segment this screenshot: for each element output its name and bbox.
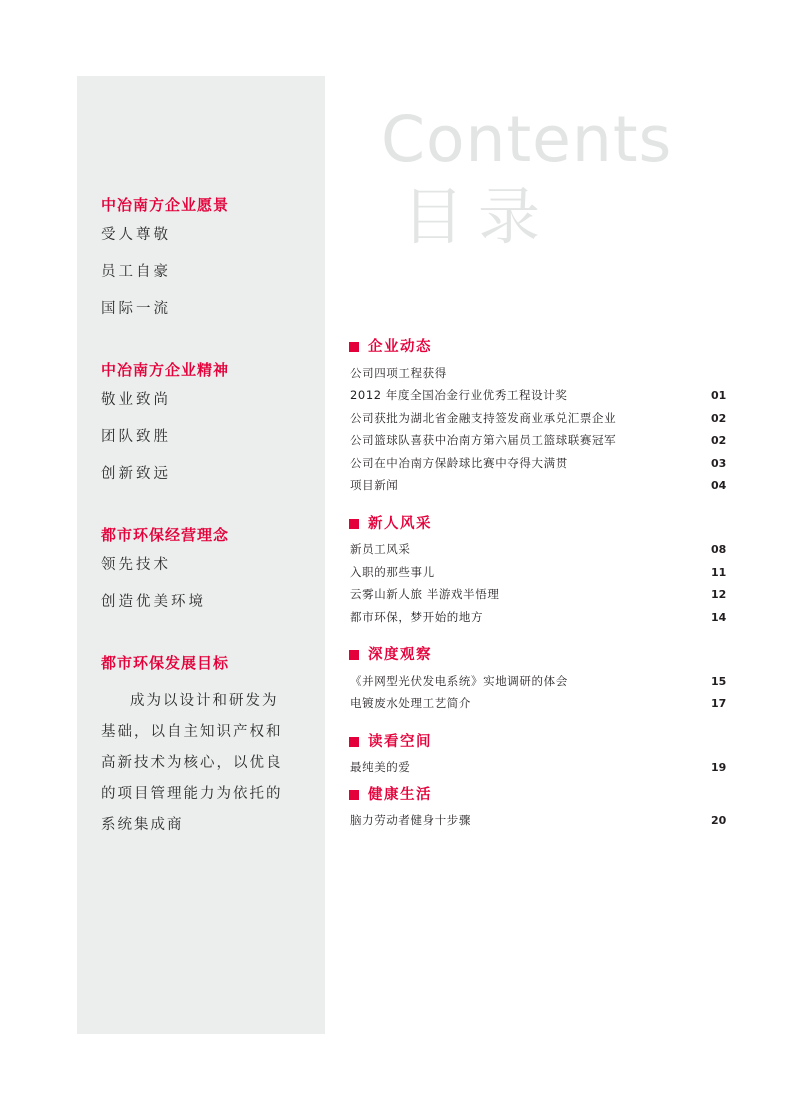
section-title: 深度观察 bbox=[368, 647, 432, 664]
philosophy-line-2: 创造优美环境 bbox=[101, 593, 206, 610]
toc-section-deep-observation bbox=[349, 648, 737, 712]
vision-line-2: 员工自豪 bbox=[101, 263, 171, 280]
toc-entry[interactable] bbox=[349, 388, 737, 404]
spirit-line-2: 团队致胜 bbox=[101, 428, 171, 445]
spirit-heading: 中冶南方企业精神 bbox=[101, 360, 230, 379]
section-title: 企业动态 bbox=[368, 339, 432, 355]
toc-entry-text: 公司在中冶南方保龄球比赛中夺得大满贯 bbox=[350, 455, 568, 470]
toc-section-healthy-living bbox=[349, 788, 737, 829]
toc-entry-text: 云雾山新人旅 半游戏半悟理 bbox=[350, 587, 500, 602]
section-header bbox=[349, 340, 737, 355]
square-bullet-icon bbox=[349, 790, 359, 800]
goal-block bbox=[101, 654, 301, 841]
section-title: 读看空间 bbox=[368, 733, 432, 750]
section-header bbox=[349, 648, 737, 663]
spirit-line-1: 敬业致尚 bbox=[101, 391, 171, 408]
toc-entry-page: 19 bbox=[711, 761, 727, 775]
toc-section-company-news bbox=[349, 340, 737, 494]
toc-entry-page: 15 bbox=[711, 674, 727, 688]
toc-entry-page: 04 bbox=[711, 479, 727, 493]
spacer-1 bbox=[101, 339, 301, 361]
square-bullet-icon bbox=[349, 342, 359, 352]
section-title: 新人风采 bbox=[368, 515, 432, 532]
square-bullet-icon bbox=[349, 650, 359, 660]
toc-entry-text: 脑力劳动者健身十步骤 bbox=[350, 813, 471, 828]
section-title: 健康生活 bbox=[368, 786, 432, 803]
toc-entry[interactable] bbox=[349, 565, 737, 581]
page-title-en: Contents bbox=[381, 103, 673, 176]
toc-entry-text: 2012 年度全国冶金行业优秀工程设计奖 bbox=[350, 388, 568, 403]
toc-entry-text: 《并网型光伏发电系统》实地调研的体会 bbox=[350, 673, 568, 688]
toc-entry-page: 14 bbox=[711, 610, 727, 624]
toc-entry[interactable] bbox=[349, 366, 737, 382]
goal-heading: 都市环保发展目标 bbox=[101, 653, 230, 672]
vision-line-1: 受人尊敬 bbox=[101, 227, 171, 243]
toc-entry[interactable] bbox=[349, 696, 737, 712]
philosophy-line-1: 领先技术 bbox=[101, 556, 171, 573]
toc-entry-text: 电镀废水处理工艺简介 bbox=[350, 696, 471, 711]
toc-entry-page: 17 bbox=[711, 697, 727, 711]
toc-entry[interactable] bbox=[349, 542, 737, 558]
toc-entry-text: 入职的那些事儿 bbox=[350, 564, 435, 579]
spacer-3 bbox=[101, 632, 301, 654]
toc-entry-page: 12 bbox=[711, 588, 727, 602]
vision-heading: 中冶南方企业愿景 bbox=[101, 196, 230, 214]
toc-entry-text: 新员工风采 bbox=[350, 542, 411, 557]
spirit-line-3: 创新致远 bbox=[101, 465, 171, 482]
toc-entry-page: 02 bbox=[711, 411, 727, 425]
goal-body-text: 成为以设计和研发为基础，以自主知识产权和高新技术为核心，以优良的项目管理能力为依托的系统集成商 bbox=[101, 692, 283, 833]
toc-section-reading-space bbox=[349, 735, 737, 776]
toc-entry[interactable] bbox=[349, 478, 737, 494]
table-of-contents bbox=[349, 340, 737, 852]
toc-entry[interactable] bbox=[349, 456, 737, 472]
toc-entry-text: 最纯美的爱 bbox=[350, 760, 411, 775]
toc-entry-page: 03 bbox=[711, 456, 727, 470]
toc-entry-text: 项目新闻 bbox=[350, 478, 399, 493]
toc-entry-page: 08 bbox=[711, 543, 727, 557]
left-info-panel bbox=[77, 76, 325, 1034]
section-header bbox=[349, 788, 737, 803]
toc-entry-page: 11 bbox=[711, 565, 727, 579]
toc-entry-text: 都市环保，梦开始的地方 bbox=[350, 609, 484, 624]
section-header bbox=[349, 735, 737, 750]
toc-entry-text: 公司四项工程获得 bbox=[350, 365, 447, 380]
philosophy-heading: 都市环保经营理念 bbox=[101, 525, 230, 544]
toc-entry[interactable] bbox=[349, 813, 737, 829]
toc-entry-page: 20 bbox=[711, 814, 727, 828]
toc-entry[interactable] bbox=[349, 411, 737, 427]
philosophy-block bbox=[101, 526, 301, 611]
left-panel-content bbox=[101, 196, 301, 841]
square-bullet-icon bbox=[349, 519, 359, 529]
toc-section-new-employees bbox=[349, 517, 737, 626]
spirit-block bbox=[101, 361, 301, 483]
toc-entry-text: 公司获批为湖北省金融支持签发商业承兑汇票企业 bbox=[350, 410, 617, 425]
toc-entry[interactable] bbox=[349, 674, 737, 690]
toc-entry-page: 01 bbox=[711, 389, 727, 403]
spacer-2 bbox=[101, 504, 301, 526]
vision-line-3: 国际一流 bbox=[101, 300, 171, 317]
square-bullet-icon bbox=[349, 737, 359, 747]
toc-entry[interactable] bbox=[349, 433, 737, 449]
toc-entry-text: 公司篮球队喜获中冶南方第六届员工篮球联赛冠军 bbox=[350, 433, 617, 448]
toc-entry[interactable] bbox=[349, 610, 737, 626]
vision-block bbox=[101, 196, 301, 318]
toc-entry[interactable] bbox=[349, 760, 737, 776]
toc-entry[interactable] bbox=[349, 587, 737, 603]
section-header bbox=[349, 517, 737, 532]
page-title-cn: 目录 bbox=[402, 180, 555, 253]
toc-entry-page: 02 bbox=[711, 434, 727, 448]
